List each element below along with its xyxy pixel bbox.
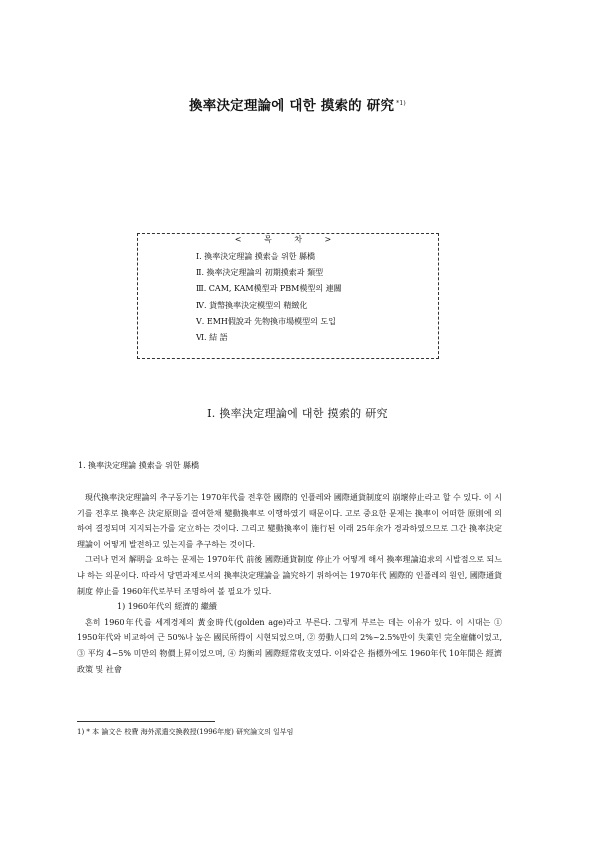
toc-item: Ⅲ. CAM, KAM模型과 PBM模型의 連關 [196,284,342,294]
toc-item: Ⅴ. EMH假說과 先物換市場模型의 도입 [196,316,336,326]
paper-title [0,94,595,114]
table-of-contents [137,233,439,359]
paragraph-subheading: 1) 1960年代의 經濟的 繼續 [117,602,217,612]
title-footnote-marker: *1) [396,100,406,107]
section-heading: Ⅰ. 換率決定理論에 대한 摸索的 研究 [207,407,388,420]
body-text [77,490,502,677]
footnote-divider [77,721,215,722]
toc-item: Ⅰ. 換率決定理論 摸索을 위한 縣橋 [196,252,316,261]
paper-title-text: 換率決定理論에 대한 摸索的 研究 [189,98,395,114]
paragraph: 現代換率決定理論의 추구동기는 1970年代를 전후한 國際的 인플레와 國際通貨制度의 崩壞停止라고 할 수 있다. 이 시기를 전후로 換率은 決定原則을 결여한채 變動換率로 이행하였기 때문이다. 고로 중요한 문제는 換率이 어떠한 原則에 의하여 결정되며 지지되는가를 定立하는 것이다. 그리고 變動換率이 施行된 이래 25年余가 경과하였으므로 그간 換率決定理論이 어떻게 발전하고 있는지를 추구하는 것이다. [77,493,502,549]
paragraph: 그러나 먼저 解明을 요하는 문제는 1970年代 前後 國際通貨制度 停止가 어떻게 해서 換率理論追求의 시발점으로 되느냐 하는 의문이다. 따라서 당면과제로서의 換率決定理論을 論究하기 위하여는 1970年代 國際的 인플레의 원인, 國際通貨制度 停止를 1960年代로부터 조명하여 볼 필요가 있다. [77,555,502,596]
subsection-heading: 1. 換率決定理論 摸索을 위한 縣橋 [78,461,199,470]
footnote: 1) * 本 論文은 校費 海外派遣交換敎授(1996年度) 研究論文의 일부임 [77,728,294,736]
paragraph: 흔히 1960年代를 세계경제의 黃金時代(golden age)라고 부른다. 그렇게 부르는 데는 이유가 있다. 이 시대는 ① 1950年代와 비교하여 근 50%나 높은 國民所得이 시현되었으며, ② 勞動人口의 2%~2.5%만이 失業인 完全雇傭이었고, ③ 平均 4~5% 미만의 物價上昇이었으며, ④ 均衡의 國際經常收支였다. 이와같은 指標外에도 1960年代 10年間은 經濟政策 및 社會 [77,617,502,674]
toc-heading [138,227,438,246]
toc-item: Ⅵ. 結 語 [196,333,228,343]
toc-item: Ⅱ. 換率決定理論의 初期摸索과 類型 [196,268,324,278]
toc-list [196,249,342,346]
toc-item: Ⅳ. 貨幣換率決定模型의 精緻化 [196,300,308,310]
toc-heading-text: < 목 차 > [227,235,350,244]
